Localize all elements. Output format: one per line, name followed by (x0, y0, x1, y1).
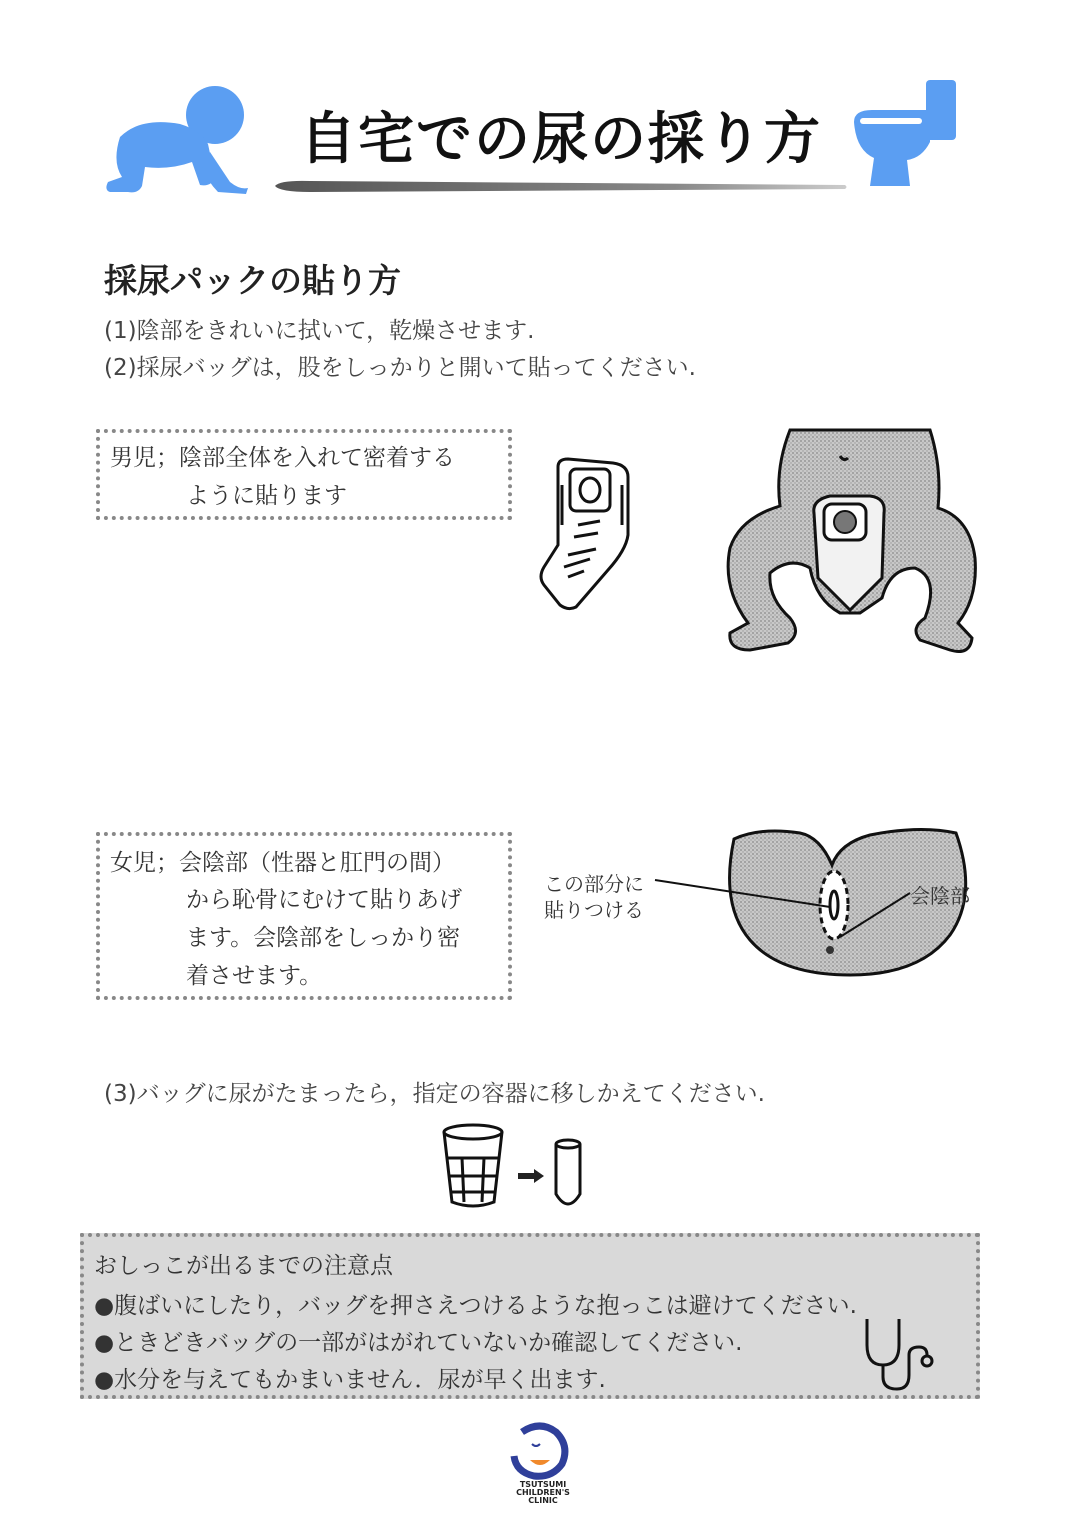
label-attach-line-1: この部分に (544, 872, 644, 896)
clinic-name-line-1: TSUTSUMI (519, 1480, 567, 1489)
girl-line-4: 着させます。 (186, 963, 323, 989)
girl-instructions-box (96, 832, 512, 1000)
step-1-text: (1)陰部をきれいに拭いて，乾燥させます. (104, 318, 535, 344)
step-2-text: (2)採尿バッグは，股をしっかりと開いて貼ってください. (104, 355, 696, 381)
girl-line-2: から恥骨にむけて貼りあげ (186, 887, 462, 913)
notes-item-3: ●水分を与えてもかまいません．尿が早く出ます. (94, 1367, 606, 1393)
clinic-name-line-3: CLINIC (528, 1496, 558, 1505)
girl-diagram (540, 825, 980, 990)
baby-crawling-icon (100, 82, 250, 197)
section-heading: 採尿パックの貼り方 (104, 261, 401, 300)
cup-icon (440, 1122, 506, 1210)
baby-legs-icon (720, 428, 985, 663)
girl-line-3: ます。会陰部をしっかり密 (186, 925, 461, 951)
page-title: 自宅での尿の採り方 (300, 107, 822, 172)
notes-item-2: ●ときどきバッグの一部がはがれていないか確認してください. (94, 1330, 743, 1356)
title-underline (270, 178, 850, 194)
clinic-logo-icon (510, 1422, 570, 1480)
label-perineum: 会陰部 (910, 884, 970, 908)
boy-line-1: 男児；陰部全体を入れて密着する (110, 445, 455, 471)
girl-line-1: 女児；会陰部（性器と肛門の間） (110, 850, 455, 876)
test-tube-icon (552, 1138, 584, 1213)
notes-title: おしっこが出るまでの注意点 (94, 1253, 393, 1279)
clinic-name-line-2: CHILDREN'S (516, 1488, 570, 1497)
boy-line-2: ように貼ります (186, 483, 347, 509)
label-attach-line-2: 貼りつける (544, 898, 644, 922)
toilet-icon (852, 80, 957, 190)
arrow-right-icon (516, 1168, 546, 1184)
clinic-name (508, 1481, 578, 1505)
boy-instructions-box (96, 429, 512, 520)
notes-item-1: ●腹ばいにしたり，バッグを押さえつけるような抱っこは避けてください. (94, 1293, 857, 1319)
step-3-text: (3)バッグに尿がたまったら，指定の容器に移しかえてください. (104, 1081, 765, 1107)
notes-box (80, 1233, 980, 1399)
stethoscope-icon (859, 1315, 939, 1395)
urine-bag-icon (538, 455, 638, 615)
